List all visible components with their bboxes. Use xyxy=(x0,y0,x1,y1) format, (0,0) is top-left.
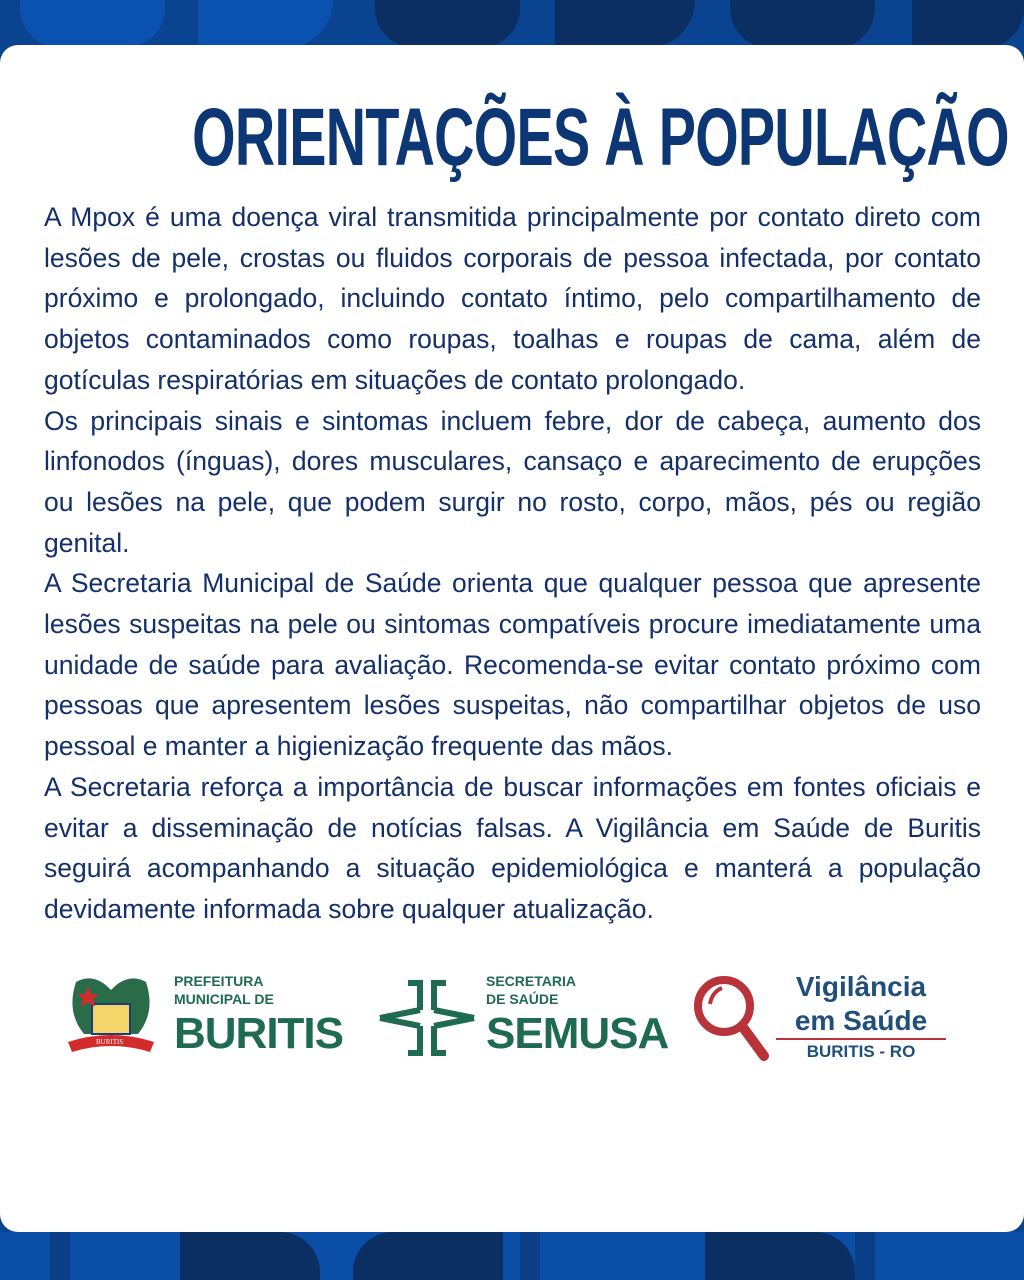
semusa-logo: SECRETARIA DE SAÚDE SEMUSA xyxy=(486,972,669,1058)
paragraph: A Secretaria reforça a importância de buscar informações em fontes oficiais e evitar a disseminação de notícias falsas. A Vigilância em Saúde de Buritis seguirá acompanhando a situação epidemiológica e manterá a população devidamente informada sobre qualquer atualização. xyxy=(44,771,981,924)
paragraph: A Mpox é uma doença viral transmitida principalmente por contato direto com lesões de pele, crostas ou fluidos corporais de pessoa infectada, por contato próximo e prolongado, incluindo contato íntimo, pelo compartilhamento de objetos contaminados como roupas, toalhas e roupas de cama, além de gotículas respiratórias em situações de contato prolongado. xyxy=(44,202,981,395)
municipal-crest-logo: BURITIS xyxy=(66,972,156,1064)
content-flow xyxy=(44,197,981,1070)
logo-strip xyxy=(66,970,946,1070)
paragraph: Os principais sinais e sintomas incluem febre, dor de cabeça, aumento dos linfonodos (ínguas), dores musculares, cansaço e aparecimento de erupções ou lesões na pele, que podem surgir no rosto, corpo, mãos, pés ou região genital. xyxy=(44,405,981,558)
bottom-decorative-band xyxy=(0,1232,1024,1280)
top-decorative-band xyxy=(0,0,1024,48)
body-text xyxy=(44,197,981,930)
prefeitura-logo: PREFEITURA MUNICIPAL DE BURITIS xyxy=(174,972,343,1058)
page-title: ORIENTAÇÕES À POPULAÇÃO xyxy=(192,92,1009,183)
health-cross-icon xyxy=(378,980,476,1056)
vigilancia-logo: Vigilância em Saúde BURITIS - RO xyxy=(776,970,946,1064)
paragraph: A Secretaria Municipal de Saúde orienta que qualquer pessoa que apresente lesões suspeitas na pele ou sintomas compatíveis procure imediatamente uma unidade de saúde para avaliação. Recomenda-se evitar contato próximo com pessoas que apresentem lesões suspeitas, não compartilhar objetos de uso pessoal e manter a higienização frequente das mãos. xyxy=(44,568,981,762)
magnifier-icon xyxy=(692,974,772,1064)
